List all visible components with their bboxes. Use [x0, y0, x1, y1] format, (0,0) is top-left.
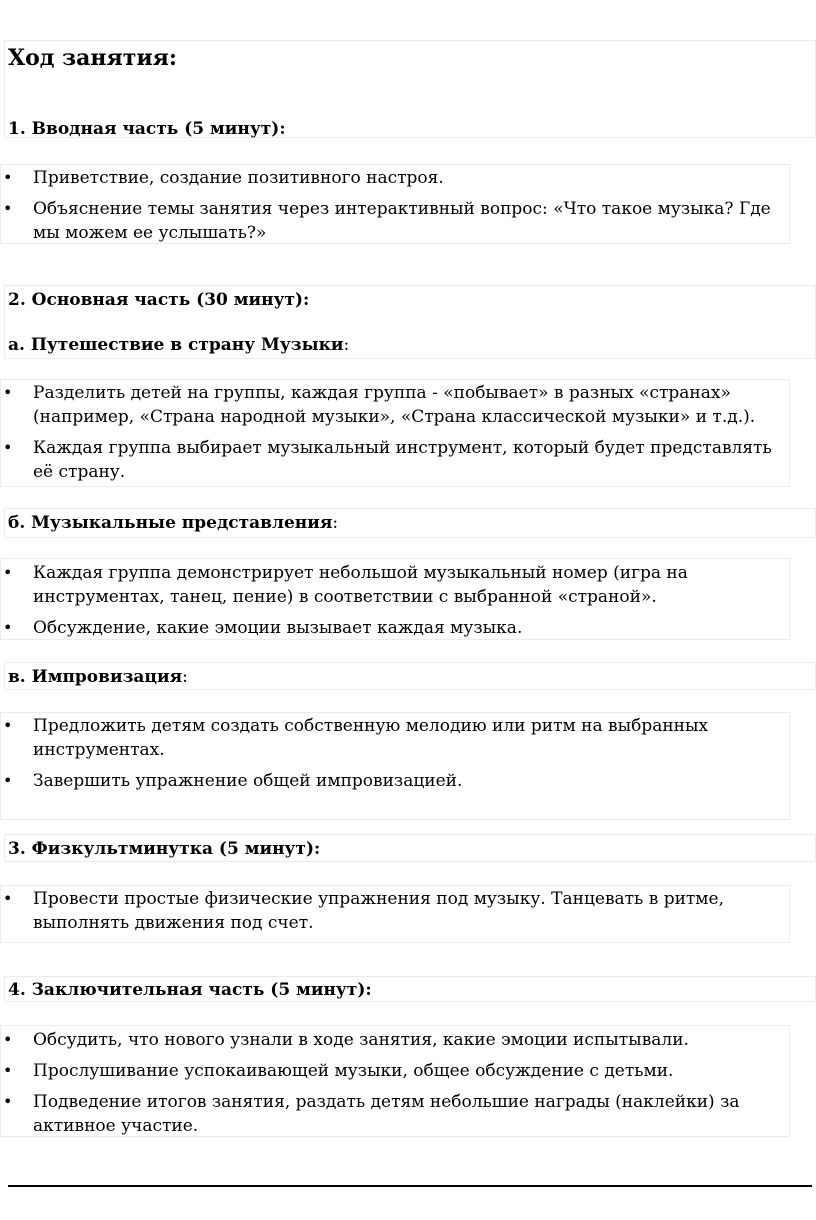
list-item-text: Каждая группа демонстрирует небольшой музыкальный номер (игра на инструментах, танец, пение) в соответствии с выбранной «страной».	[33, 563, 688, 607]
list-item-text: Подведение итогов занятия, раздать детям небольшие награды (наклейки) за активное участие.	[33, 1092, 740, 1136]
bottom-rule	[8, 1185, 812, 1187]
list-item	[0, 616, 790, 640]
lesson-title: Ход занятия:	[8, 45, 178, 71]
bullet: •	[3, 889, 13, 908]
bullet: •	[3, 383, 13, 402]
list-item	[0, 436, 790, 484]
list-item	[0, 714, 790, 762]
section-2b-heading-text: б. Музыкальные представления	[8, 513, 333, 533]
section-1-list	[0, 166, 790, 252]
bullet: •	[3, 618, 13, 637]
list-item-text: Предложить детям создать собственную мелодию или ритм на выбранных инструментах.	[33, 716, 709, 760]
list-item	[0, 166, 790, 190]
bullet: •	[3, 1092, 13, 1111]
list-item-text: Провести простые физические упражнения под музыку. Танцевать в ритме, выполнять движения под счет.	[33, 889, 724, 933]
section-2a-list	[0, 381, 790, 491]
list-item-text: Обсуждение, какие эмоции вызывает каждая музыка.	[33, 618, 523, 638]
heading-colon: :	[182, 667, 188, 687]
bullet: •	[3, 563, 13, 582]
list-item-text: Каждая группа выбирает музыкальный инструмент, который будет представлять её страну.	[33, 438, 772, 482]
section-2c-heading	[8, 665, 188, 689]
section-3-list	[0, 887, 790, 942]
list-item-text: Прослушивание успокаивающей музыки, общее обсуждение с детьми.	[33, 1061, 674, 1081]
section-1-heading: 1. Вводная часть (5 минут):	[8, 119, 286, 139]
section-2b-list	[0, 561, 790, 647]
section-2c-list	[0, 714, 790, 800]
list-item	[0, 1090, 790, 1138]
bullet: •	[3, 716, 13, 735]
section-2-heading: 2. Основная часть (30 минут):	[8, 290, 310, 310]
list-item	[0, 887, 790, 935]
bullet: •	[3, 168, 13, 187]
bullet: •	[3, 438, 13, 457]
bullet: •	[3, 771, 13, 790]
list-item	[0, 769, 790, 793]
section-2c-heading-text: в. Импровизация	[8, 667, 183, 687]
bullet: •	[3, 199, 13, 218]
list-item	[0, 561, 790, 609]
section-2a-heading	[8, 333, 349, 357]
section-3-heading: 3. Физкультминутка (5 минут):	[8, 839, 321, 859]
list-item-text: Приветствие, создание позитивного настроя.	[33, 168, 444, 188]
list-item-text: Объяснение темы занятия через интерактивный вопрос: «Что такое музыка? Где мы можем ее услышать?»	[33, 199, 771, 243]
list-item-text: Обсудить, что нового узнали в ходе занятия, какие эмоции испытывали.	[33, 1030, 689, 1050]
heading-colon: :	[343, 335, 350, 355]
list-item	[0, 381, 790, 429]
bullet: •	[3, 1061, 13, 1080]
heading-colon: :	[332, 513, 339, 533]
list-item	[0, 1028, 790, 1052]
list-item	[0, 197, 790, 245]
section-2a-heading-text: а. Путешествие в страну Музыки	[8, 335, 344, 355]
list-item-text: Завершить упражнение общей импровизацией.	[33, 771, 463, 791]
list-item	[0, 1059, 790, 1083]
section-2b-heading	[8, 511, 338, 535]
section-4-heading: 4. Заключительная часть (5 минут):	[8, 980, 372, 1000]
list-item-text: Разделить детей на группы, каждая группа - «побывает» в разных «странах» (например, «Страна народной музыки», «Страна классической музыки» и т.д.).	[33, 383, 756, 427]
section-4-list	[0, 1028, 790, 1145]
bullet: •	[3, 1030, 13, 1049]
